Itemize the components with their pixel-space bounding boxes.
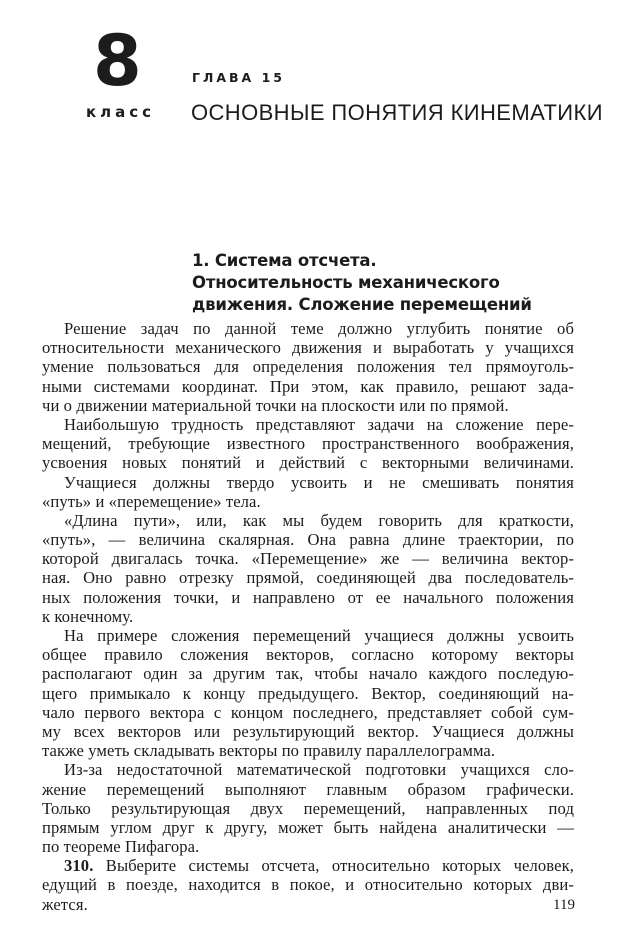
text-line: по теореме Пифагора. bbox=[42, 837, 200, 857]
text-line: му всех векторов или результирующий вектор. Учащиеся должны bbox=[42, 721, 574, 741]
text-line: ными системами координат. При этом, как правило, решают зада- bbox=[42, 376, 574, 396]
section-title-line: Относительность механического bbox=[192, 273, 500, 292]
text-line: Из-за недостаточной математической подготовки учащихся сло- bbox=[64, 760, 574, 780]
task-text: Выберите системы отсчета, относительно которых человек, bbox=[105, 856, 574, 876]
text-line: прямым углом друг к другу, может быть найдена аналитически — bbox=[42, 817, 574, 837]
text-line: щего примыкало к концу предыдущего. Вектор, соединяющий на- bbox=[42, 683, 574, 703]
text-line: чало первого вектора с концом последнего, представляет собой сум- bbox=[42, 702, 574, 722]
text-line: едущий в поезде, находится в покое, и относительно которых дви- bbox=[42, 875, 574, 895]
text-line: к конечному. bbox=[42, 606, 134, 626]
text-line: Наибольшую трудность представляют задачи на сложение пере- bbox=[64, 414, 574, 434]
text-line: располагают один за другим так, чтобы начало каждого последую- bbox=[42, 664, 574, 684]
text-line: общее правило сложения векторов, согласно которому векторы bbox=[42, 645, 574, 665]
grade-word: класс bbox=[86, 103, 156, 121]
text-line: «путь» и «перемещение» тела. bbox=[42, 491, 261, 511]
text-line: которой двигалась точка. «Перемещение» же — величина вектор- bbox=[42, 549, 574, 569]
task-line bbox=[42, 856, 574, 875]
text-line: На примере сложения перемещений учащиеся должны усвоить bbox=[64, 626, 574, 645]
task-number: 310. bbox=[64, 856, 94, 876]
text-line: мещений, требующие известного пространственного воображения, bbox=[42, 434, 574, 454]
grade-number: 8 bbox=[93, 20, 142, 102]
section-title bbox=[192, 250, 532, 316]
chapter-title: ОСНОВНЫЕ ПОНЯТИЯ КИНЕМАТИКИ bbox=[191, 100, 603, 125]
chapter-label: ГЛАВА 15 bbox=[192, 70, 285, 85]
text-line: Только результирующая двух перемещений, направленных под bbox=[42, 798, 574, 818]
text-line: Решение задач по данной теме должно углубить понятие об bbox=[64, 319, 574, 338]
text-line: жение перемещений выполняют главным образом графически. bbox=[42, 779, 574, 799]
text-line: также уметь складывать векторы по правилу параллелограмма. bbox=[42, 741, 496, 761]
text-line: относительности механического движения и выработать у учащихся bbox=[42, 338, 574, 358]
text-line: усвоения новых понятий и действий с векторными величинами. bbox=[42, 453, 574, 473]
section-title-line: движения. Сложение перемещений bbox=[192, 295, 532, 314]
text-line: «Длина пути», или, как мы будем говорить для краткости, bbox=[64, 510, 574, 530]
text-line: жется. bbox=[42, 894, 88, 914]
text-line: умение пользоваться для определения положения тел прямоуголь- bbox=[42, 357, 574, 377]
text-line: «путь», — величина скалярная. Она равна длине траектории, по bbox=[42, 530, 574, 550]
text-line: ная. Оно равно отрезку прямой, соединяющей два последователь- bbox=[42, 568, 574, 588]
text-line: Учащиеся должны твердо усвоить и не смешивать понятия bbox=[64, 472, 574, 492]
section-title-line: 1. Система отсчета. bbox=[192, 251, 377, 270]
body-text bbox=[42, 319, 574, 914]
page-number: 119 bbox=[553, 897, 575, 913]
text-line: чи о движении материальной точки на плоскости или по прямой. bbox=[42, 395, 509, 415]
text-line: ных положения точки, и направлено от ее начального положения bbox=[42, 587, 574, 607]
